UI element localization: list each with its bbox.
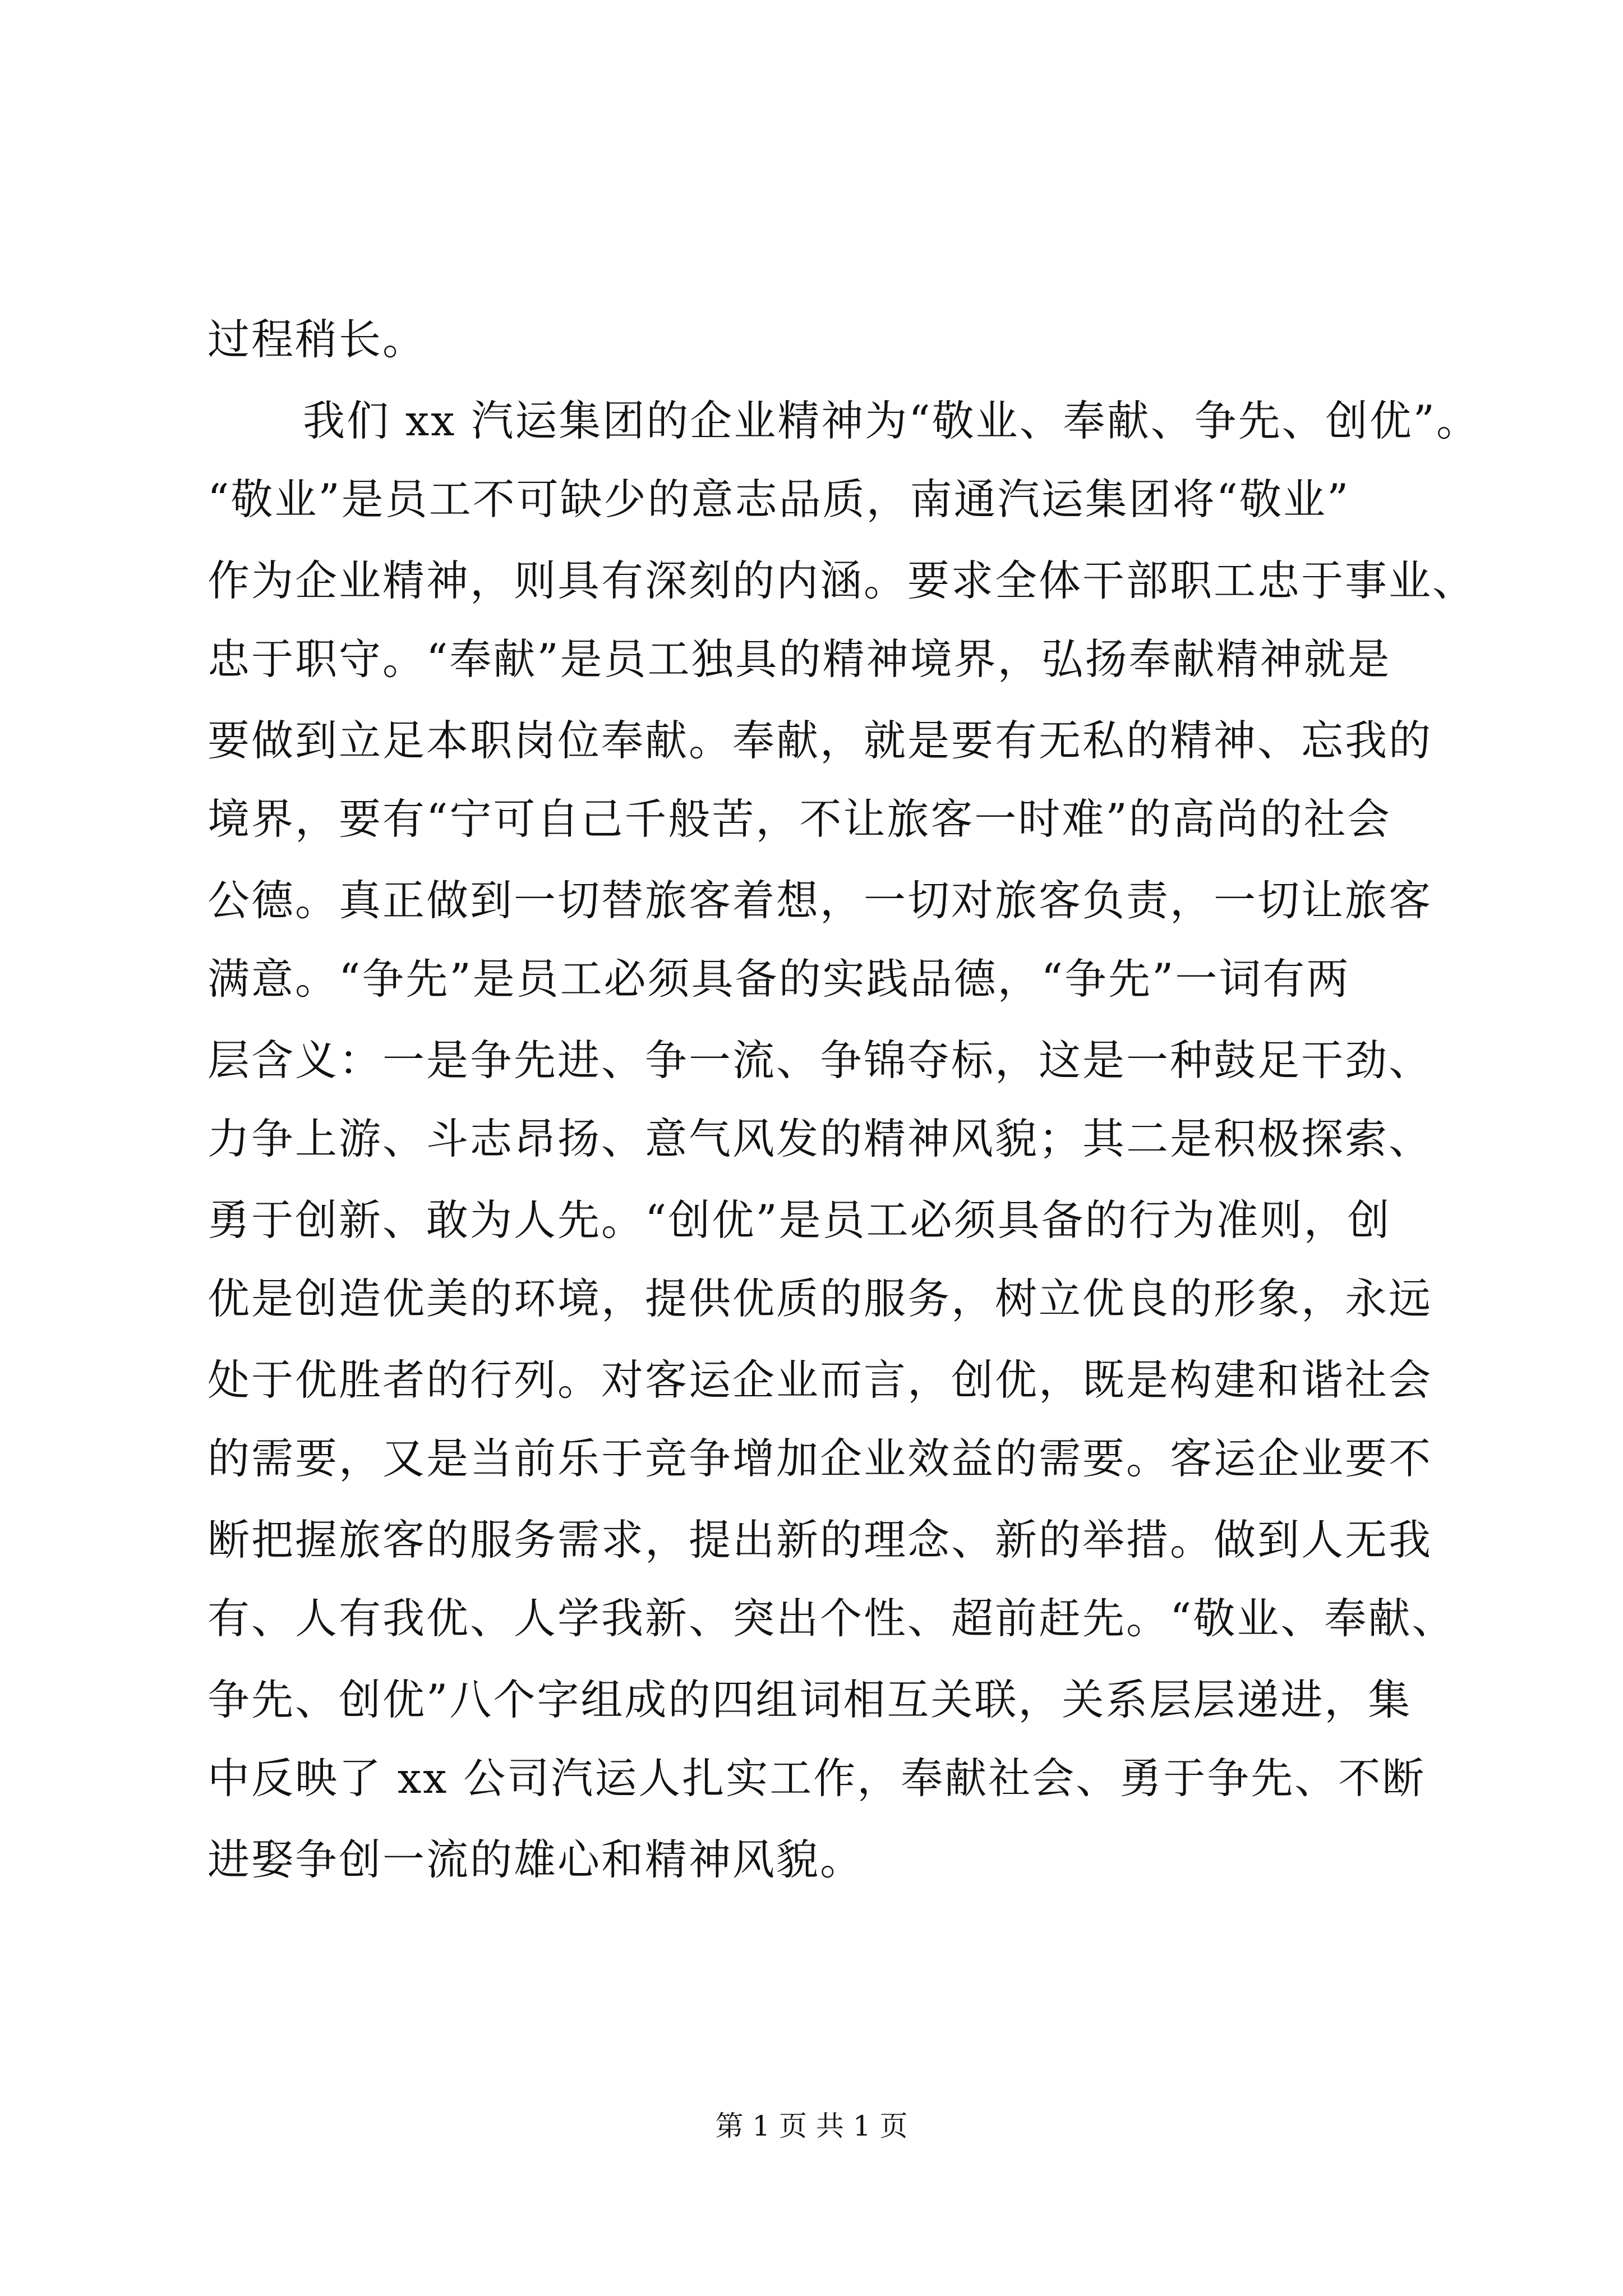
body-line-14: 处于优胜者的行列。对客运企业而言，创优，既是构建和谐社会 [208,1355,1433,1405]
page-footer: 第 1 页 共 1 页 [715,2110,908,2142]
body-line-8: 公德。真正做到一切替旅客着想，一切对旅客负责，一切让旅客 [208,876,1433,925]
body-line-3: “敬业”是员工不可缺少的意志品质，南通汽运集团将“敬业” [208,475,1350,524]
body-line-6: 要做到立足本职岗位奉献。奉献，就是要有无私的精神、忘我的 [208,716,1433,765]
body-line-10: 层含义：一是争先进、争一流、争锦夺标，这是一种鼓足干劲、 [208,1036,1433,1085]
body-line-9: 满意。“争先”是员工必须具备的实践品德，“争先”一词有两 [208,954,1350,1004]
body-line-18: 争先、创优”八个字组成的四组词相互关联，关系层层递进，集 [208,1675,1412,1724]
body-line-20: 进娶争创一流的雄心和精神风貌。 [208,1835,864,1884]
body-line-16: 断把握旅客的服务需求，提出新的理念、新的举措。做到人无我 [208,1515,1433,1565]
body-line-7: 境界，要有“宁可自己千般苦，不让旅客一时难”的高尚的社会 [208,794,1391,844]
body-line-5: 忠于职守。“奉献”是员工独具的精神境界，弘扬奉献精神就是 [208,634,1391,684]
body-line-13: 优是创造优美的环境，提供优质的服务，树立优良的形象，永远 [208,1274,1433,1323]
body-line-11: 力争上游、斗志昂扬、意气风发的精神风貌；其二是积极探索、 [208,1114,1433,1163]
body-line-12: 勇于创新、敢为人先。“创优”是员工必须具备的行为准则，创 [208,1195,1391,1245]
body-line-4: 作为企业精神，则具有深刻的内涵。要求全体干部职工忠于事业、 [208,556,1477,605]
body-line-19: 中反映了 xx 公司汽运人扎实工作，奉献社会、勇于争先、不断 [208,1754,1426,1803]
body-line-2: 我们 xx 汽运集团的企业精神为“敬业、奉献、争先、创优”。 [303,396,1480,445]
body-line-1: 过程稍长。 [208,315,427,364]
body-line-15: 的需要，又是当前乐于竞争增加企业效益的需要。客运企业要不 [208,1434,1433,1483]
body-line-17: 有、人有我优、人学我新、突出个性、超前赶先。“敬业、奉献、 [208,1594,1456,1643]
